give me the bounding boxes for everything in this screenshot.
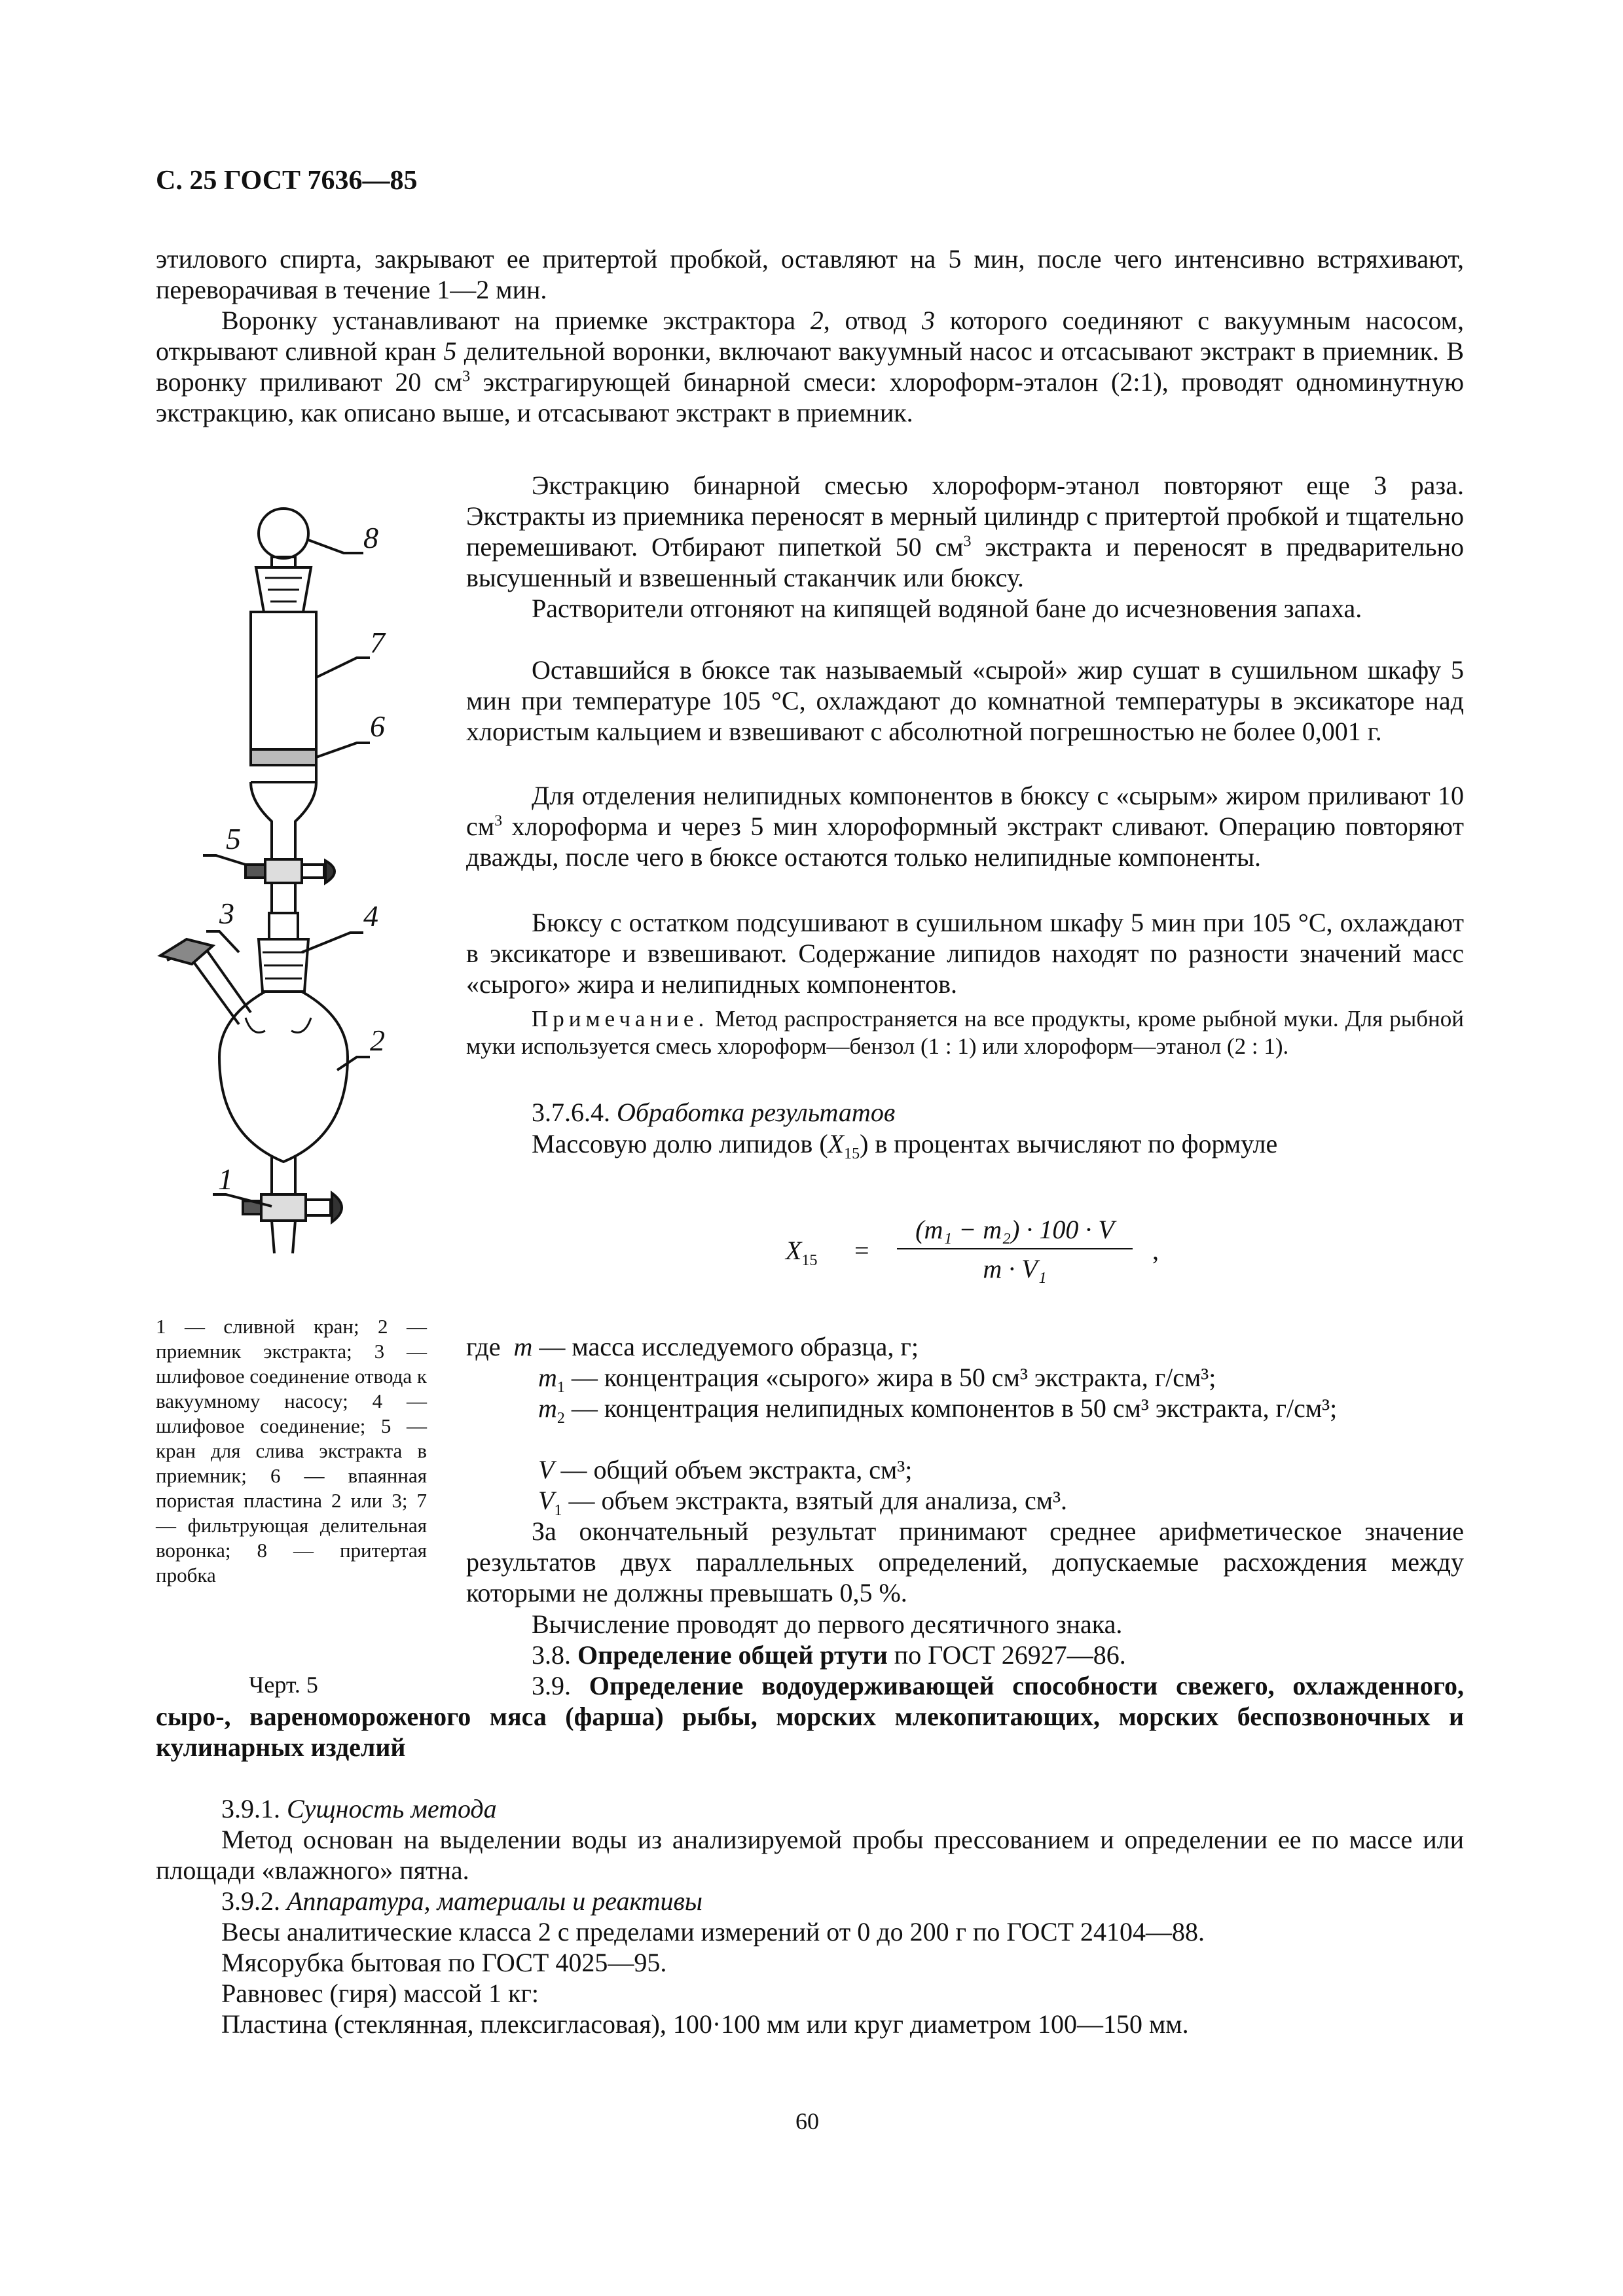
formula-numerator: (m₁ − m₂) · 100 · V: [915, 1215, 1114, 1244]
figure-label-4: 4: [363, 899, 378, 933]
legend-row-m2: $m_2$ — концентрация нелипидных компонентов в 50 см³ экстракта, г/см³;: [538, 1393, 1338, 1427]
fraction-bar: [897, 1248, 1133, 1249]
section-392-heading: 3.9.2. Аппаратура, материалы и реактивы: [221, 1886, 702, 1916]
paragraph-weigh: Бюксу с остатком подсушивают в сушильном шкафу 5 мин при 105 °С, охлаждают в эксикаторе и взвешивают. Содержание липидов находят по разности значений масс «сырого» жира и нелипидных компонентов.: [466, 908, 1464, 999]
note: Примечание. Метод распространяется на все продукты, кроме рыбной муки. Для рыбной муки используется смесь хлороформ—бензол (1 : 1) или хлороформ—этанол (2 : 1).: [466, 1006, 1464, 1059]
figure-label-3: 3: [219, 897, 234, 930]
paragraph-final: За окончательный результат принимают среднее арифметическое значение результатов двух параллельных определений, допускаемые расхождения между которыми не должны превышать 0,5 %.: [466, 1516, 1464, 1607]
legend-row-v1: $V_1$ — объем экстракта, взятый для анализа, см³.: [538, 1486, 1068, 1519]
figure-label-2: 2: [370, 1024, 385, 1057]
figure-label-1: 1: [218, 1162, 233, 1196]
extractor-figure: [141, 494, 429, 1306]
figure-title: Черт. 5: [249, 1672, 318, 1698]
legend-row-m: где m — масса исследуемого образца, г;: [466, 1332, 919, 1361]
formula-comma: ,: [1152, 1236, 1159, 1265]
paragraph-dry: Оставшийся в бюксе так называемый «сырой» жир сушат в сушильном шкафу 5 мин при температуре 105 °С, охлаждают до комнатной температуры в эксикаторе над хлористым кальцием и взвешивают с абсолютной погрешностью не более 0,001 г.: [466, 655, 1464, 746]
equipment-item: Весы аналитические класса 2 с пределами измерений от 0 до 200 г по ГОСТ 24104—88.: [221, 1917, 1205, 1946]
section-391-heading: 3.9.1. Сущность метода: [221, 1794, 497, 1823]
figure-label-5: 5: [226, 822, 241, 855]
paragraph-calc: Вычисление проводят до первого десятичного знака.: [532, 1609, 1123, 1639]
page-header: С. 25 ГОСТ 7636—85: [156, 166, 418, 196]
note-label: Примечание.: [532, 1006, 709, 1031]
paragraph-repeat: Экстракцию бинарной смесью хлороформ-этанол повторяют еще 3 раза. Экстракты из приемника переносят в мерный цилиндр с притертой пробкой и тщательно перемешивают. Отбирают пипеткой 50 $см^3$ экстракта и переносят в предварительно высушенный и взвешенный стаканчик или бюксу.: [466, 471, 1464, 592]
equipment-item: Пластина (стеклянная, плексигласовая), 100·100 мм или круг диаметром 100—150 мм.: [221, 2009, 1189, 2039]
figure-caption: 1 — сливной кран; 2 — приемник экстракта; 3 — шлифовое соединение отвода к вакуумному насосу; 4 — шлифовое соединение; 5 — кран для слива экстракта в приемник; 6 — впаянная пористая пластина 2 или 3; 7 — фильтрующая делительная воронка; 8 — притертая пробка: [156, 1315, 427, 1587]
paragraph-intro: этилового спирта, закрывают ее притертой пробкой, оставляют на 5 мин, после чего интенсивно встряхивают, переворачивая в течение 1—2 мин.: [156, 244, 1464, 304]
formula-denominator: m · V₁: [983, 1254, 1047, 1283]
paragraph-funnel: Воронку устанавливают на приемке экстрактора 2, отвод 3 которого соединяют с вакуумным насосом, открывают сливной кран 5 делительной воронки, включают вакуумный насос и отсасывают экстракт в приемник. В воронку приливают 20 $см^3$ экстрагирующей бинарной смеси: хлороформ-эталон (2:1), проводят одноминутную экстракцию, как описано выше, и отсасывают экстракт в приемник.: [156, 306, 1465, 427]
equipment-item: Равновес (гиря) массой 1 кг:: [221, 1979, 539, 2008]
formula: [786, 1214, 1178, 1286]
figure-label-8: 8: [363, 521, 378, 554]
figure-label-6: 6: [370, 709, 385, 743]
paragraph-nonlipid: Для отделения нелипидных компонентов в бюксу с «сырым» жиром приливают 10 $см^3$ хлороформа и через 5 мин хлороформный экстракт сливают. Операцию повторяют дважды, после чего в бюксе остаются только нелипидные компоненты.: [466, 781, 1464, 872]
legend-row-v: V — общий объем экстракта, см³;: [538, 1455, 913, 1484]
formula-lhs: $X_{15}$: [786, 1236, 818, 1269]
extractor-drawing: [141, 494, 429, 1306]
section-39-heading: 3.9. Определение водоудерживающей способности свежего, охлажденного, сыро-, вареномороженого мяса (фарша) рыбы, морских млекопитающих, морских беспозвоночных и кулинарных изделий: [156, 1671, 1465, 1762]
page-number: 60: [795, 2108, 819, 2134]
figure-label-7: 7: [370, 626, 385, 659]
paragraph-solvents: Растворители отгоняют на кипящей водяной бане до исчезновения запаха.: [532, 594, 1362, 623]
paragraph-391: Метод основан на выделении воды из анализируемой пробы прессованием и определении ее по массе или площади «влажного» пятна.: [156, 1825, 1464, 1885]
section-38-heading: 3.8. Определение общей ртути по ГОСТ 26927—86.: [532, 1640, 1126, 1670]
equipment-item: Мясорубка бытовая по ГОСТ 4025—95.: [221, 1948, 667, 1977]
formula-equals: =: [854, 1236, 869, 1265]
section-3764-heading: 3.7.6.4. Обработка результатов: [532, 1098, 896, 1127]
legend-row-m1: $m_1$ — концентрация «сырого» жира в 50 см³ экстракта, г/см³;: [538, 1363, 1216, 1396]
formula-intro: Массовую долю липидов $(X_{15})$ в процентах вычисляют по формуле: [532, 1129, 1278, 1162]
